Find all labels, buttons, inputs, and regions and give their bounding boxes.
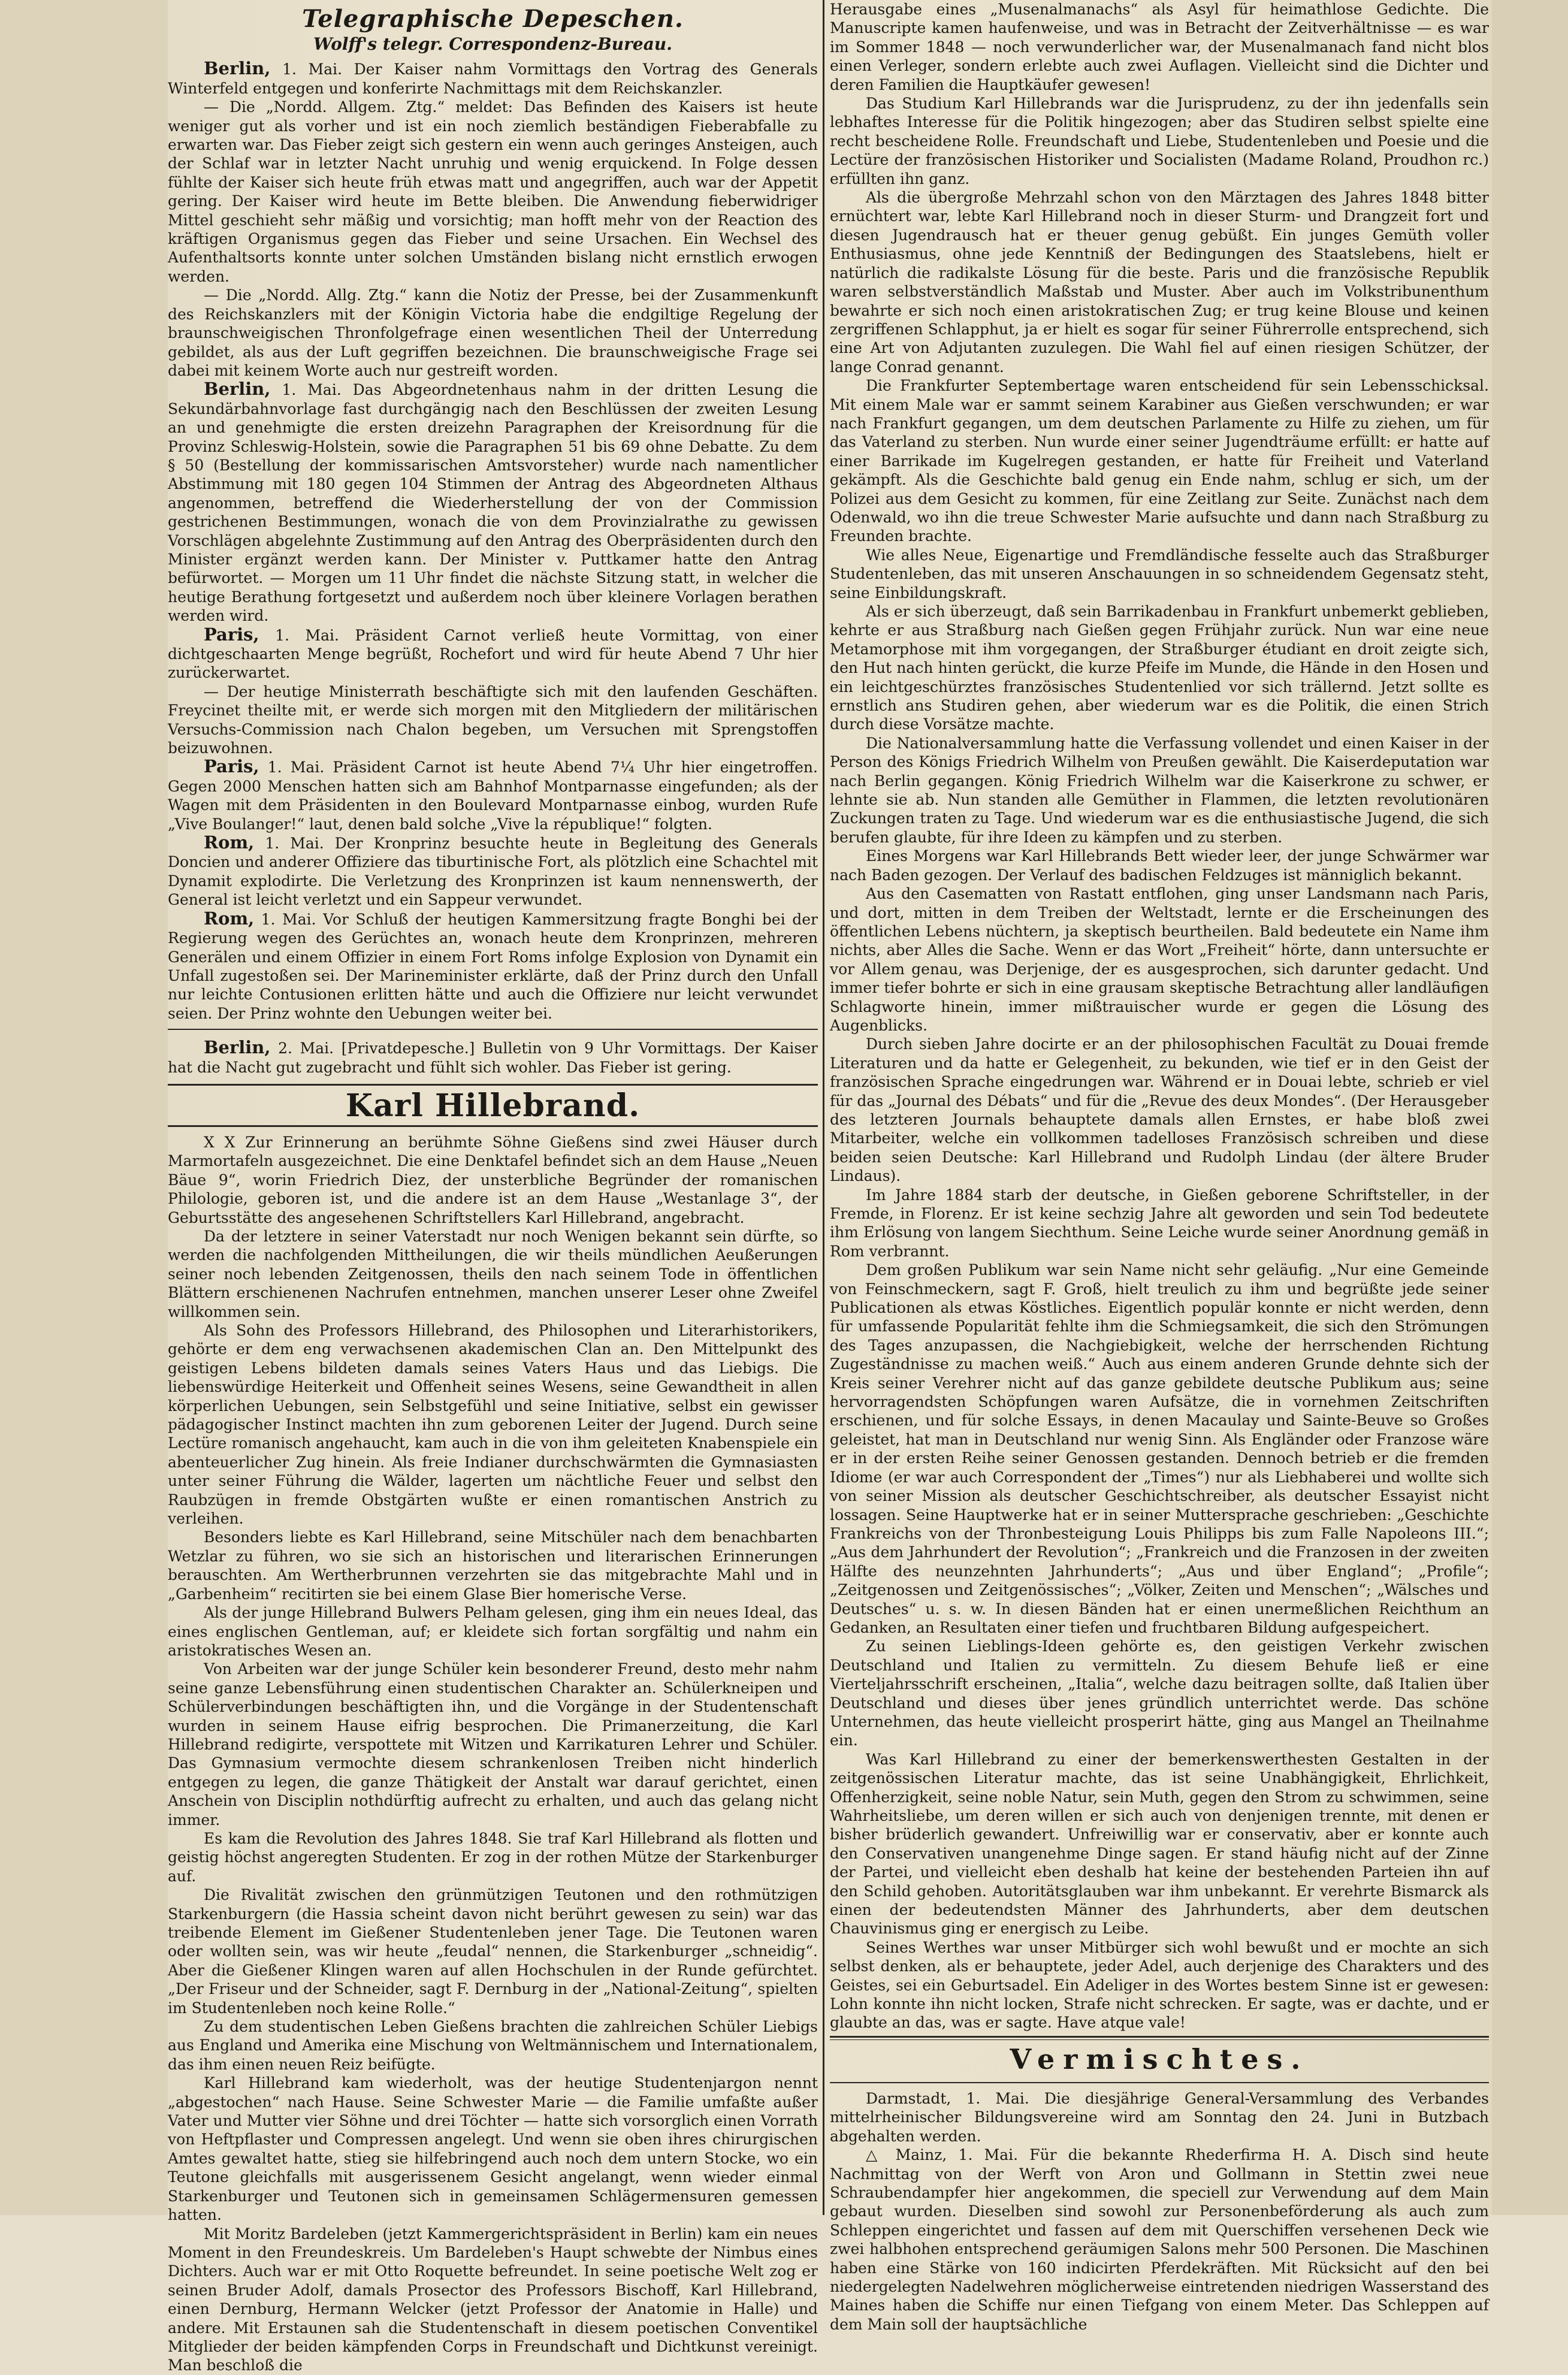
article-paragraph: Das Studium Karl Hillebrands war die Jurisprudenz, zu der ihn jedenfalls sein lebhaftes Interesse für die Politik hingezogen; aber das Studiren selbst spielte eine recht bescheidene Rolle. Freundschaft und Liebe, Studentenleben und Poesie und die Lectüre der französischen Historiker und Socialisten (Madame Roland, Proudhon rc.) erfüllten ihn ganz. [830, 95, 1489, 188]
article-title: Karl Hillebrand. [345, 1087, 641, 1124]
article-paragraph: Eines Morgens war Karl Hillebrands Bett wieder leer, der junge Schwärmer war nach Baden gezogen. Der Verlauf des badischen Feldzuges ist männiglich bekannt. [830, 847, 1489, 884]
article-paragraph: Als der junge Hillebrand Bulwers Pelham gelesen, ging ihm ein neues Ideal, das eines englischen Gentleman, auf; er kleidete sich fortan sorgfältig und nahm ein aristokratisches Wesen an. [168, 1604, 818, 1659]
telegram-item [168, 1038, 818, 1077]
article-title-block [168, 1084, 818, 1127]
telegram-section-title: Telegraphische Depeschen. [302, 5, 684, 33]
article-paragraph: Im Jahre 1884 starb der deutsche, in Gießen geborene Schriftsteller, in der Fremde, in Florenz. Er ist keine sechzig Jahre alt geworden und sein Tod bedeutete ihm Erlösung von langem Siechthum. Seine Leiche wurde seiner Anordnung gemäß in Rom verbrannt. [830, 1186, 1489, 1260]
telegram-text: Der Kaiser nahm Vormittags den Vortrag des Generals Winterfeld entgegen und konferirte Nachmittags mit dem Reichskanzler. [168, 61, 818, 97]
telegram-date: 1. Mai. [270, 61, 354, 78]
article-paragraph: Die Nationalversammlung hatte die Verfassung vollendet und einen Kaiser in der Person des Königs Friedrich Wilhelm von Preußen gewählt. Die Kaiserdeputation war nach Berlin gegangen. König Friedrich Wilhelm war die Kaiserkrone zu schwer, er lehnte sie ab. Nun standen alle Gemüther in Flammen, die letzten revolutionären Zuckungen traten zu Tage. Und wiederum war es die enthusiastische Jugend, die sich berufen glaubte, für ihre Ideen zu kämpfen und zu sterben. [830, 734, 1489, 846]
telegram-rule [168, 1029, 818, 1030]
misc-news-item: △ Mainz, 1. Mai. Für die bekannte Rhederfirma H. A. Disch sind heute Nachmittag von der Werft von Aron und Gollmann in Stettin zwei neue Schraubendampfer hier angekommen, die speciell zur Verwendung auf dem Main gebaut wurden. Dieselben sind sowohl zur Personenbeförderung als auch zum Schleppen eingerichtet und fassen auf dem mit Querschiffen versehenen Deck wie zwei halbhohen entsprechend geräumigen Salons mehr 500 Personen. Die Maschinen haben eine Stärke von 160 indicirten Pferdekräften. Mit Rücksicht auf den bei niedergelegten Nadelwehren möglicherweise eintretenden niedrigen Wasserstand des Maines haben die Schiffe nur einen Tiefgang von einem Meter. Das Schleppen auf dem Main soll der hauptsächliche [830, 2146, 1489, 2333]
telegram-item [168, 98, 818, 286]
article-paragraph: Als er sich überzeugt, daß sein Barrikadenbau in Frankfurt unbemerkt geblieben, kehrte er aus Straßburg nach Gießen gegen Frühjahr zurück. Nun war eine neue Metamorphose mit ihm vorgegangen, der Straßburger étudiant en droit zeigte sich, den Hut nach hinten gerückt, die kurze Pfeife im Munde, die Hände in den Hosen und ein leichtgeschürztes französisches Studentenlied vor sich trällernd. Jetzt sollte es ernstlich ans Studiren gehen, aber wiederum war es die Politik, die einen Strich durch diese Vorsätze machte. [830, 603, 1489, 733]
telegram-date: 1. Mai. [254, 910, 324, 928]
article-paragraph: Zu dem studentischen Leben Gießens brachten die zahlreichen Schüler Liebigs aus England und Amerika eine Mischung von Weltmännischem und Internationalem, das ihm einen neuen Reiz beifügte. [168, 2018, 818, 2073]
telegram-item [168, 833, 818, 909]
telegram-text: Das Abgeordnetenhaus nahm in der dritten Lesung die Sekundärbahnvorlage fast durchgängig nach den Beschlüssen der zweiten Lesung an und genehmigte die ersten dreizehn Paragraphen der Kreisordnung für die Provinz Schleswig-Holstein, sowie die Paragraphen 51 bis 69 ohne Debatte. Zu dem § 50 (Bestellung der kommissarischen Amtsvorsteher) wurde nach namentlicher Abstimmung mit 180 gegen 104 Stimmen der Antrag des Abgeordneten Althaus angenommen, betreffend die Wiederherstellung der von der Commission gestrichenen Bestimmungen, wonach die von dem Provinzialrathe zu gewissen Vorschlägen abgelehnte Zustimmung auf den Antrag des Oberpräsidenten durch den Minister ergänzt werden kann. Der Minister v. Puttkamer hatte den Antrag befürwortet. — Morgen um 11 Uhr findet die nächste Sitzung statt, in welcher die heutige Berathung fortgesetzt und außerdem noch über kleinere Vorlagen berathen werden wird. [168, 381, 818, 625]
telegram-item [168, 682, 818, 758]
article-paragraph: Mit Moritz Bardeleben (jetzt Kammergerichtspräsident in Berlin) kam ein neues Moment in den Freundeskreis. Um Bardeleben's Haupt schwebte der Nimbus eines Dichters. Auch war er mit Otto Roquette befreundet. In seine poetische Welt zog er seinen Bruder Adolf, damals Prosector des Professors Bischoff, Karl Hillebrand, einen Dernburg, Hermann Welcker (jetzt Professor der Anatomie in Halle) und andere. Mit Erstaunen sah die Studentenschaft in diesem poetischen Conventikel Mitglieder der beiden kämpfenden Corps in Freundschaft und Dichtkunst vereinigt. Man beschloß die [168, 2225, 818, 2374]
telegram-text: — Die „Nordd. Allgem. Ztg.“ meldet: Das Befinden des Kaisers ist heute weniger gut als vorher und ist ein noch ziemlich beständigen Fieberabfalle zu erwarten war. Das Fieber zeigt sich gestern ein wenn auch geringes Ansteigen, auch der Schlaf war in letzter Nacht unruhig und wenig erquickend. In Folge dessen fühlte der Kaiser sich heute früh etwas matt und angegriffen, auch war der Appetit gering. Der Kaiser wird heute im Bette bleiben. Die Anwendung fieberwidriger Mittel geschieht sehr mäßig und vorsichtig; man hofft mehr von der Reaction des kräftigen Organismus gegen das Fieber und seine Ursachen. Ein Wechsel des Aufenthaltsorts konnte unter solchen Umständen bislang nicht ernstlich erwogen werden. [168, 98, 818, 285]
telegram-text: Der Kronprinz besuchte heute in Begleitung des Generals Doncien und anderer Offiziere das tiburtinische Fort, als plötzlich eine Schachtel mit Dynamit explodirte. Die Verletzung des Kronprinzen ist kaum nennenswerth, der General ist leicht verletzt und ein Sappeur verwundet. [168, 835, 818, 909]
article-paragraph: Es kam die Revolution des Jahres 1848. Sie traf Karl Hillebrand als flotten und geistig höchst angeregten Studenten. Er zog in der rothen Mütze der Starkenburger auf. [168, 1829, 818, 1885]
article-paragraph: Die Frankfurter Septembertage waren entscheidend für sein Lebensschicksal. Mit einem Male war er sammt seinem Karabiner aus Gießen verschwunden; er war nach Frankfurt gegangen, um dem deutschen Parlamente zu Hilfe zu ziehen, um für das Vaterland zu sterben. Nun wurde einer seiner Jugendträume erfüllt: er hatte auf einer Barrikade im Kugelregen gestanden, er hatte für Freiheit und Vaterland gekämpft. Als die Geschichte bald genug ein Ende nahm, schlug er sich, um der Polizei aus dem Gesicht zu kommen, für eine Zeitlang zur Seite. Zunächst nach dem Odenwald, wo ihn die treue Schwester Marie aufsuchte und dann nach Straßburg zu Freunden brachte. [830, 377, 1489, 545]
article-paragraph: X X Zur Erinnerung an berühmte Söhne Gießens sind zwei Häuser durch Marmortafeln ausgezeichnet. Die eine Denktafel befindet sich an dem Hause „Neuen Bäue 9“, worin Friedrich Diez, der unsterbliche Begründer der romanischen Philologie, geboren ist, und die andere ist an dem Hause „Westanlage 3“, der Geburtsstätte des angesehenen Schriftstellers Karl Hillebrand, angebracht. [168, 1133, 818, 1226]
telegram-dateline: Berlin, [204, 58, 271, 79]
article-paragraph: Da der letztere in seiner Vaterstadt nur noch Wenigen bekannt sein dürfte, so werden die nachfolgenden Mittheilungen, die wir theils mündlichen Aeußerungen seiner noch lebenden Zeitgenossen, theils den nach seinem Tode in öffentlichen Blättern erschienenen Nachrufen entnehmen, manchen unserer Leser ohne Zweifel willkommen sein. [168, 1227, 818, 1321]
page-margin-left [0, 0, 168, 2215]
article-paragraph: Die Rivalität zwischen den grünmützigen Teutonen und den rothmützigen Starkenburgern (die Hassia scheint davon nicht berührt gewesen zu sein) war das treibende Element im Gießener Studentenleben jener Tage. Die Teutonen waren oder wollten sein, was wir heute „feudal“ nennen, die Starkenburger „schneidig“. Aber die Gießener Klingen waren auf allen Hochschulen in der Runde gefürchtet. „Der Friseur und der Schneider, sagt F. Dernburg in der „National-Zeitung“, spielten im Studentenleben noch keine Rolle.“ [168, 1886, 818, 2017]
article-paragraph: Wie alles Neue, Eigenartige und Fremdländische fesselte auch das Straßburger Studentenleben, das mit unseren Anschauungen in so schneidendem Gegensatz steht, seine Einbildungskraft. [830, 546, 1489, 602]
telegram-dateline: Paris, [204, 624, 259, 645]
telegram-date: 1. Mai. [259, 759, 333, 776]
telegram-text: — Der heutige Ministerrath beschäftigte sich mit den laufenden Geschäften. Freycinet theilte mit, er werde sich morgen mit den Mitgliedern der militärischen Versuchs-Commission nach Chalon begeben, um Versuchen mit Sprengstoffen beizuwohnen. [168, 682, 818, 757]
article-paragraph: Als die übergroße Mehrzahl schon von den Märztagen des Jahres 1848 bitter ernüchtert war, lebte Karl Hillebrand noch in dieser Sturm- und Drangzeit fort und diesen Jugendrausch hat er theuer genug gebüßt. Ein junges Gemüth voller Enthusiasmus, ohne jede Kenntniß der Bedingungen des Staatslebens, hielt er natürlich die radikalste Lösung für die beste. Paris und die französische Republik waren selbstverständlich Maßstab und Muster. Aber auch im Volkstribunenthum bewahrte er sich noch einen aristokratischen Zug; er trug keine Blouse und keinen zergriffenen Schlapphut, ja er hielt es sogar für seiner Führerrolle entsprechend, sich eine Art von Adjutanten zuzulegen. Die Wahl fiel auf einen riesigen Schützer, der lange Conrad genannt. [830, 189, 1489, 376]
telegram-date: 2. Mai. [270, 1040, 342, 1057]
telegram-item [168, 909, 818, 1023]
article-body [168, 1133, 818, 2375]
telegram-text: Vor Schluß der heutigen Kammersitzung fragte Bonghi bei der Regierung wegen des Gerüchtes an, wonach heute dem Kronprinzen, mehreren Generälen und einem Offizier in einem Fort Roms infolge Explosion von Dynamit ein Unfall zugestoßen sei. Der Marineminister erklärte, daß der Prinz durch den Unfall nur leichte Contusionen erlitten hätte und auch die Offiziere nur leicht verwundet seien. Der Prinz wohnte den Uebungen weiter bei. [168, 910, 818, 1022]
article-paragraph: Was Karl Hillebrand zu einer der bemerkenswerthesten Gestalten in der zeitgenössischen Literatur machte, das ist seine Unabhängigkeit, Ehrlichkeit, Offenherzigkeit, seine noble Natur, sein Muth, gegen den Strom zu schwimmen, seine Wahrheitsliebe, um deren willen er sich auch von denjenigen trennte, mit denen er bisher brüderlich gewandert. Unfreiwillig war er conservativ, aber er konnte auch den Conservativen unangenehme Dinge sagen. Er stand häufig nicht auf der Zinne der Partei, und vielleicht eben deshalb hat keine der bestehenden Parteien ihn auf den Schild gehoben. Autoritätsglauben war ihm unbekannt. Er verehrte Bismarck als einen der bedeutendsten Männer des Jahrhunderts, aber dem deutschen Chauvinismus ging er energisch zu Leibe. [830, 1750, 1489, 1938]
telegram-item [168, 286, 818, 380]
telegram-item [168, 626, 818, 682]
left-column [168, 0, 818, 2374]
telegram-date: 1. Mai. [254, 835, 335, 853]
telegram-date: 1. Mai. [270, 381, 353, 399]
article-paragraph: Seines Werthes war unser Mitbürger sich wohl bewußt und er mochte an sich selbst denken, als er behauptete, jeder Adel, auch derjenige des Charakters und des Geistes, sei ein Geburtsadel. Ein Adeliger in des Wortes bestem Sinne ist er gewesen: Lohn konnte ihn nicht locken, Strafe nicht schrecken. Er sagte, was er dachte, und er glaubte an das, was er sagte. Have atque vale! [830, 1938, 1489, 2032]
article-continuation [830, 0, 1489, 2032]
telegram-item [168, 59, 818, 98]
column-divider [823, 0, 824, 2215]
misc-news-item: Darmstadt, 1. Mai. Die diesjährige General-Versammlung des Verbandes mittelrheinischer Bildungsvereine wird am Sonntag den 24. Juni in Butzbach abgehalten werden. [830, 2089, 1489, 2145]
article-paragraph: Als Sohn des Professors Hillebrand, des Philosophen und Literarhistorikers, gehörte er dem eng verwachsenen akademischen Clan an. Den Mittelpunkt des geistigen Lebens bildeten damals seines Vaters Haus und das Liebigs. Die liebenswürdige Heiterkeit und Offenheit seines Wesens, seine Gewandtheit in allen körperlichen Uebungen, sein Selbstgefühl und seine Initiative, selbst ein gewisser pädagogischer Instinct machten ihn zum geborenen Leiter der Jugend. Durch seine Lectüre romanisch angehaucht, kam auch in die von ihm geleiteten Knabenspiele ein abenteuerlicher Zug hinein. Als freie Indianer durchschwärmten die Gymnasiasten unter seiner Führung die Wälder, lagerten um nächtliche Feuer und selbst den Raubzügen in fremde Obstgärten wußte er einen romantischen Anstrich zu verleihen. [168, 1322, 818, 1528]
article-paragraph: Karl Hillebrand kam wiederholt, was der heutige Studentenjargon nennt „abgestochen“ nach Hause. Seine Schwester Marie — die Familie umfaßte außer Vater und Mutter vier Söhne und drei Töchter — hatte sich vorsorglich einen Vorrath von Heftpflaster und Compressen angelegt. Und wenn sie oben ihres chirurgischen Amtes gewaltet hatte, stieg sie hilfebringend auch noch dem untern Stocke, wo ein Teutone gleichfalls mit ausgerissenem Gesicht angelangt, wenn wieder einmal Starkenburger und Teutonen sich in gemeinsamen Schlägermensuren gemessen hatten. [168, 2074, 818, 2224]
telegram-text: Präsident Carnot ist heute Abend 7¼ Uhr hier eingetroffen. Gegen 2000 Menschen hatten sich am Bahnhof Montparnasse eingefunden; als der Wagen mit dem Präsidenten in den Boulevard Montparnasse einbog, wurden Rufe „Vive Boulanger!“ laut, denen bald solche „Vive la république!“ folgten. [168, 759, 818, 833]
misc-section-title: Vermischtes. [1010, 2042, 1309, 2075]
telegram-dateline: Berlin, [204, 379, 271, 400]
telegram-dateline: Rom, [204, 908, 255, 929]
misc-title-rule [830, 2082, 1489, 2083]
article-paragraph: Besonders liebte es Karl Hillebrand, seine Mitschüler nach dem benachbarten Wetzlar zu führen, wo sie sich an historischen und literarischen Erinnerungen berauschten. Am Wertherbrunnen verzehrten sie das mitgebrachte Mahl und in „Garbenheim“ recitirten sie bei einem Glase Bier homerische Verse. [168, 1528, 818, 1603]
telegram-list [168, 59, 818, 1077]
article-paragraph: Herausgabe eines „Musenalmanachs“ als Asyl für heimathlose Gedichte. Die Manuscripte kamen haufenweise, und was in Betracht der Zeitverhältnisse — es war im Sommer 1848 — noch verwunderlicher war, der Musenalmanach fand nicht blos einen Verleger, sondern erlebte auch zwei Auflagen. Vielleicht sind die Dichter und deren Familien die Hauptkäufer gewesen! [830, 1, 1489, 93]
page-margin-right [1492, 0, 1568, 2215]
telegram-agency: Wolff's telegr. Correspondenz-Bureau. [313, 34, 672, 54]
right-column [830, 0, 1489, 2333]
article-paragraph: Von Arbeiten war der junge Schüler kein besonderer Freund, desto mehr nahm seine ganze Lebensführung einen studentischen Charakter an. Schülerkneipen und Schülerverbindungen beschäftigten ihn, und die Vorgänge in der Studentenschaft wurden in seinem Hause eifrig besprochen. Die Primanerzeitung, die Karl Hillebrand redigirte, verspottete mit Witzen und Karrikaturen Lehrer und Schüler. Das Gymnasium vermochte diesem schrankenlosen Treiben nicht hinderlich entgegen zu legen, die ganze Thätigkeit der Anstalt war darauf gerichtet, einen Anschein von Disciplin nothdürftig aufrecht zu erhalten, und auch das gelang nicht immer. [168, 1660, 818, 1829]
article-paragraph: Aus den Casematten von Rastatt entflohen, ging unser Landsmann nach Paris, und dort, mitten in dem Treiben der Weltstadt, lernte er die Erscheinungen des öffentlichen Lebens nüchtern, ja skeptisch beurtheilen. Bald bedeutete ein Name ihm nichts, aber Alles die Sache. Wenn er das Wort „Freiheit“ hörte, dann untersuchte er vor Allem genau, was Derjenige, der es ausgesprochen, sich darunter gedacht. Und immer tiefer bohrte er sich in eine grausam skeptische Betrachtung aller landläufigen Schlagworte hinein, immer mißtrauischer wurde er gegen die Lösung des Augenblicks. [830, 885, 1489, 1034]
telegram-text: Präsident Carnot verließ heute Vormittag, von einer dichtgeschaarten Menge begrüßt, Rochefort und wird für heute Abend 7 Uhr hier zurückerwartet. [168, 626, 818, 682]
misc-news-list [830, 2089, 1489, 2334]
article-paragraph: Dem großen Publikum war sein Name nicht sehr geläufig. „Nur eine Gemeinde von Feinschmeckern, sagt F. Groß, hielt treulich zu ihm und begrüßte jede seiner Publicationen als etwas Köstliches. Eigentlich populär konnte er nicht werden, denn für umfassende Popularität fehlte ihm die Schmiegsamkeit, die sich den Strömungen des Tages anzupassen, die Nachgiebigkeit, welche der herrschenden Richtung Zugeständnisse zu machen weiß.“ Auch aus einem anderen Grunde dehnte sich der Kreis seiner Verehrer nicht auf das ganze gebildete deutsche Publikum aus; seine hervorragendsten Schöpfungen waren Aufsätze, die in vornehmen Zeitschriften erschienen, und für solche Essays, in denen Macaulay und Sainte-Beuve so Großes geleistet, hat man in Deutschland nur wenig Sinn. Als Engländer oder Franzose wäre er in der ersten Reihe seiner Genossen gestanden. Dennoch betrieb er die fremden Idiome (er war auch Correspondent der „Times“) nur als Liebhaberei und wollte sich von seiner Mission als deutscher Geschichtschreiber, als deutscher Essayist nicht lossagen. Seine Hauptwerke hat er in seiner Muttersprache geschrieben: „Geschichte Frankreichs von der Thronbesteigung Louis Philipps bis zum Falle Napoleons III.“; „Aus dem Jahrhundert der Revolution“; „Frankreich und die Franzosen in der zweiten Hälfte des neunzehnten Jahrhunderts“; „Aus und über England“; „Profile“; „Zeitgenossen und Zeitgenössisches“; „Völker, Zeiten und Menschen“; „Wälsches und Deutsches“ u. s. w. In diesen Bänden hat er einen unermeßlichen Reichthum an Gedanken, an Resultaten einer tiefen und fruchtbaren Bildung aufgespeichert. [830, 1261, 1489, 1636]
article-paragraph: Zu seinen Lieblings-Ideen gehörte es, den geistigen Verkehr zwischen Deutschland und Italien zu vermitteln. Zu diesem Behufe ließ er eine Vierteljahrsschrift erscheinen, „Italia“, welche dazu beitragen sollte, daß Italien über Deutschland und dieses über jenes gründlich unterrichtet werde. Das schöne Unternehmen, das heute vielleicht prosperirt hätte, ging aus Mangel an Theilnahme ein. [830, 1637, 1489, 1749]
telegram-item [168, 757, 818, 833]
telegram-text: [Privatdepesche.] Bulletin von 9 Uhr Vormittags. Der Kaiser hat die Nacht gut zugebracht und fühlt sich wohler. Das Fieber ist gering. [168, 1040, 818, 1076]
telegram-item [168, 380, 818, 625]
telegram-dateline: Paris, [204, 756, 259, 777]
telegram-date: 1. Mai. [259, 626, 355, 644]
article-paragraph: Durch sieben Jahre docirte er an der philosophischen Facultät zu Douai fremde Literaturen und da hatte er Gelegenheit, zu bekunden, wie tief er in den Geist der französischen Sprache eingedrungen war. Während er in Douai lebte, schrieb er viel für das „Journal des Débats“ und für die „Revue des deux Mondes“. (Der Herausgeber des letzteren Journals behauptete damals allen Ernstes, er habe bloß zwei Mitarbeiter, welche ein vollkommen tadelloses Französisch schreiben und diese beiden seien Deutsche: Karl Hillebrand und Rudolph Lindau (der ältere Bruder Lindaus). [830, 1035, 1489, 1185]
section-rule [830, 2036, 1489, 2040]
telegram-text: — Die „Nordd. Allg. Ztg.“ kann die Notiz der Presse, bei der Zusammenkunft des Reichskanzlers mit der Königin Victoria habe die endgiltige Regelung der braunschweigischen Thronfolgefrage einen wesentlichen Theil der Unterredung gebildet, als aus der Luft gegriffen bezeichnen. Die braunschweigische Frage sei dabei mit keinem Worte auch nur gestreift worden. [168, 286, 818, 379]
telegram-dateline: Rom, [204, 832, 255, 853]
telegram-dateline: Berlin, [204, 1037, 271, 1058]
